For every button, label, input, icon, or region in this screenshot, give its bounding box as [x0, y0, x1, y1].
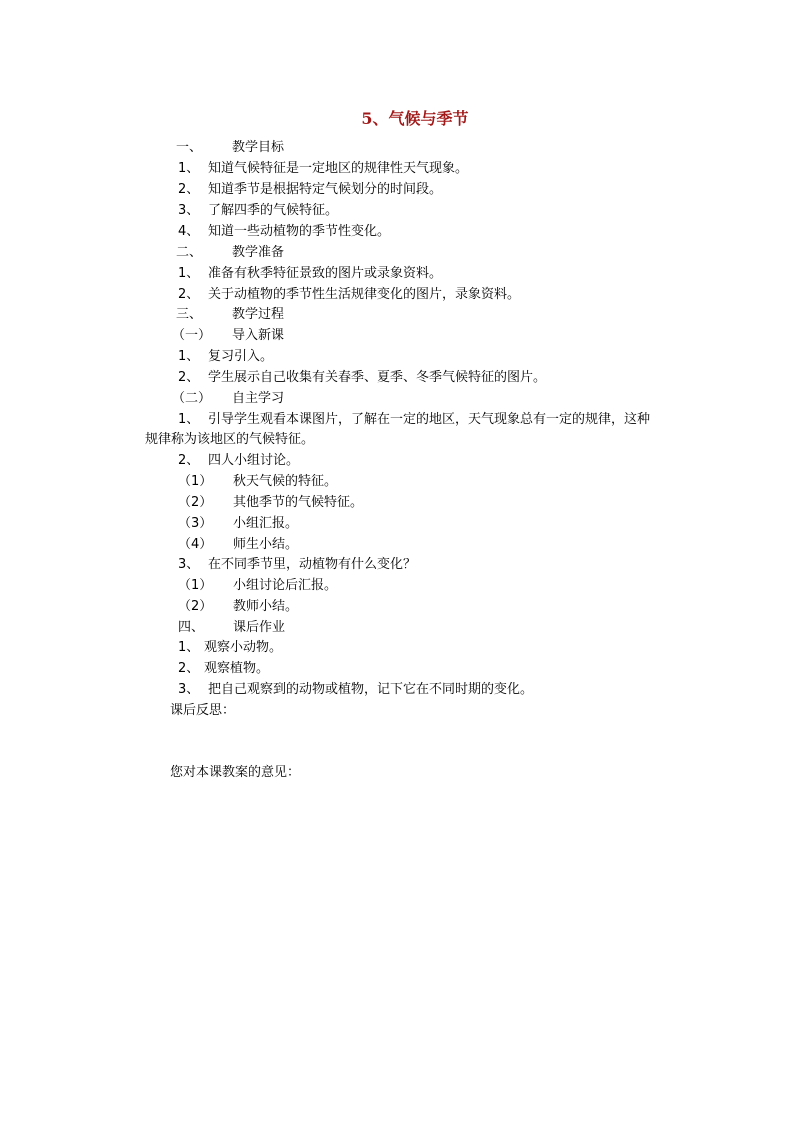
sub-list-item [178, 537, 298, 553]
subsection-heading-self-study [172, 391, 284, 407]
item-number: 3、 [178, 682, 200, 697]
sub-item-number: （1） [178, 474, 213, 489]
item-number: 3、 [178, 557, 200, 572]
section-heading-preparation [176, 245, 284, 261]
list-item [178, 370, 546, 386]
item-text: 观察小动物。 [204, 640, 283, 655]
item-text: 复习引入。 [208, 349, 274, 364]
subsection-number: （二） [172, 391, 212, 406]
section-label: 课后作业 [233, 620, 286, 635]
item-number: 2、 [178, 370, 200, 385]
item-text: 准备有秋季特征景致的图片或录象资料。 [208, 266, 443, 281]
item-text: 观察植物。 [204, 661, 270, 676]
item-number: 1、 [178, 266, 200, 281]
list-item [178, 203, 338, 219]
sub-list-item [178, 516, 298, 532]
item-text: 知道气候特征是一定地区的规律性天气现象。 [208, 161, 469, 176]
section-number: 一、 [176, 140, 203, 155]
section-number: 二、 [176, 245, 203, 260]
sub-item-number: （4） [178, 537, 213, 552]
sub-item-text: 师生小结。 [233, 537, 299, 552]
item-text: 知道季节是根据特定气候划分的时间段。 [208, 182, 443, 197]
sub-item-text: 秋天气候的特征。 [233, 474, 338, 489]
item-number: 1、 [178, 349, 200, 364]
section-heading-objectives [176, 140, 284, 156]
sub-item-text: 小组汇报。 [233, 516, 299, 531]
subsection-heading-intro [172, 328, 284, 344]
list-item [178, 224, 390, 240]
item-number: 2、 [178, 453, 200, 468]
subsection-number: （一） [172, 328, 212, 343]
sub-list-item [178, 474, 337, 490]
sub-list-item [178, 599, 298, 615]
subsection-label: 导入新课 [232, 328, 285, 343]
list-item [178, 349, 273, 365]
item-text-continuation: 规律称为该地区的气候特征。 [145, 432, 315, 447]
sub-list-item [178, 578, 337, 594]
section-label: 教学目标 [232, 140, 285, 155]
document-title: 5、气候与季节 [361, 109, 469, 128]
item-number: 2、 [178, 287, 200, 302]
sub-item-text: 其他季节的气候特征。 [233, 495, 364, 510]
item-number: 2、 [178, 661, 200, 676]
section-heading-process [176, 307, 284, 323]
subsection-label: 自主学习 [232, 391, 285, 406]
sub-item-number: （2） [178, 495, 213, 510]
item-number: 1、 [178, 412, 200, 427]
section-number: 三、 [176, 307, 203, 322]
list-item [178, 412, 650, 428]
sub-item-text: 教师小结。 [233, 599, 299, 614]
list-item [178, 182, 442, 198]
item-number: 1、 [178, 640, 200, 655]
list-item [178, 266, 442, 282]
list-item [178, 661, 269, 677]
section-label: 教学准备 [232, 245, 285, 260]
sub-item-number: （3） [178, 516, 213, 531]
reflection-label: 课后反思： [170, 703, 236, 718]
section-heading-homework [178, 620, 285, 636]
sub-item-text: 小组讨论后汇报。 [233, 578, 338, 593]
list-item [178, 682, 533, 698]
item-number: 2、 [178, 182, 200, 197]
item-text: 引导学生观看本课图片，了解在一定的地区，天气现象总有一定的规律，这种 [208, 412, 651, 427]
list-item [178, 557, 416, 573]
opinion-label: 您对本课教案的意见： [170, 765, 301, 780]
item-text: 关于动植物的季节性生活规律变化的图片，录象资料。 [208, 287, 521, 302]
item-text: 在不同季节里，动植物有什么变化？ [208, 557, 417, 572]
item-text: 把自己观察到的动物或植物，记下它在不同时期的变化。 [208, 682, 534, 697]
item-text: 知道一些动植物的季节性变化。 [208, 224, 391, 239]
sub-list-item [178, 495, 363, 511]
section-label: 教学过程 [232, 307, 285, 322]
list-item [178, 453, 299, 469]
item-number: 1、 [178, 161, 200, 176]
item-text: 四人小组讨论。 [208, 453, 300, 468]
item-number: 3、 [178, 203, 200, 218]
sub-item-number: （2） [178, 599, 213, 614]
sub-item-number: （1） [178, 578, 213, 593]
list-item [178, 161, 468, 177]
list-item [178, 640, 282, 656]
item-number: 4、 [178, 224, 200, 239]
item-text: 学生展示自己收集有关春季、夏季、冬季气候特征的图片。 [208, 370, 547, 385]
item-text: 了解四季的气候特征。 [208, 203, 339, 218]
section-number: 四、 [178, 620, 205, 635]
list-item [178, 287, 520, 303]
